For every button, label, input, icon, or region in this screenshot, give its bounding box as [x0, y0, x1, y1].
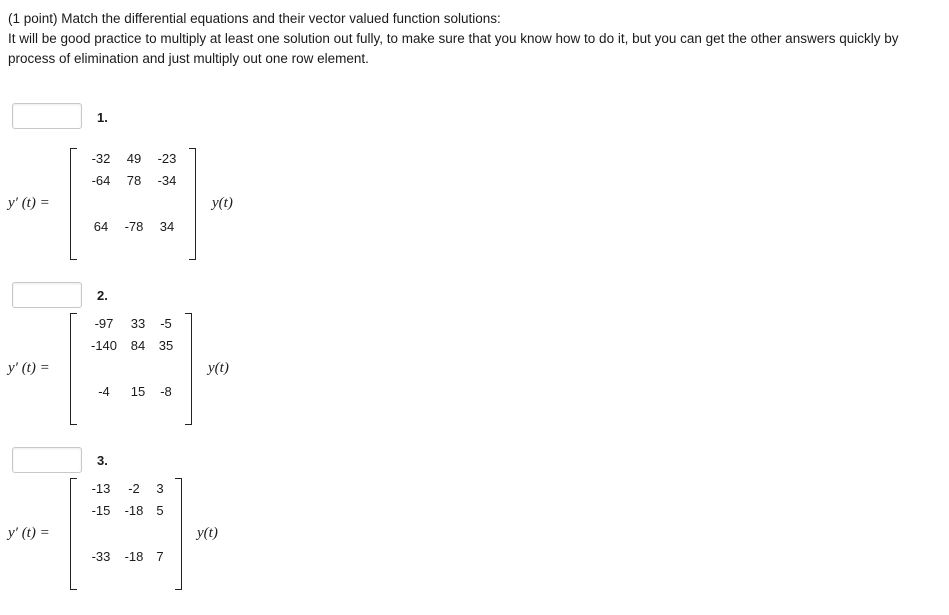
- matrix-2-cell: -5: [160, 316, 172, 331]
- intro-line-3: process of elimination and just multiply out one row element.: [8, 51, 369, 66]
- equation-rhs-3: [197, 525, 218, 542]
- matrix-3-cell: -15: [91, 503, 111, 518]
- matrix-3-cell: 7: [156, 549, 164, 564]
- equation-lhs-text: y′ (t) =: [8, 525, 50, 541]
- equation-rhs-2: [208, 360, 229, 377]
- matrix-1-cell: 78: [126, 173, 142, 188]
- equation-lhs-2: [8, 360, 50, 377]
- problem-number-1: 1.: [97, 110, 108, 125]
- matrix-1-cell: -34: [157, 173, 177, 188]
- matrix-2-cell: 84: [130, 338, 146, 353]
- problem-number-2: 2.: [97, 288, 108, 303]
- problem-number-3: 3.: [97, 453, 108, 468]
- matrix-2-cell: 15: [130, 384, 146, 399]
- matrix-3-cell: -2: [128, 481, 140, 496]
- equation-rhs-text: y(t): [208, 360, 229, 376]
- matrix-right-bracket-2: [185, 313, 192, 425]
- matrix-3-cell: 5: [156, 503, 164, 518]
- equation-lhs-1: [8, 195, 50, 212]
- matrix-left-bracket-2: [70, 313, 77, 425]
- answer-input-2[interactable]: [12, 282, 82, 308]
- matrix-2-cell: -8: [160, 384, 172, 399]
- matrix-3-cell: -18: [124, 503, 144, 518]
- answer-input-1[interactable]: [12, 103, 82, 129]
- matrix-right-bracket-1: [189, 148, 196, 260]
- matrix-1-cell: -64: [91, 173, 111, 188]
- answer-input-3[interactable]: [12, 447, 82, 473]
- matrix-1-cell: 34: [159, 219, 175, 234]
- intro-line-2: It will be good practice to multiply at least one solution out fully, to make sure that you know how to do it, but you can get the other answers quickly by: [8, 31, 899, 46]
- matrix-left-bracket-1: [70, 148, 77, 260]
- intro-line-1: (1 point) Match the differential equations and their vector valued function solutions:: [8, 11, 501, 26]
- equation-lhs-text: y′ (t) =: [8, 195, 50, 211]
- matrix-1-cell: -23: [157, 151, 177, 166]
- matrix-2-cell: -97: [94, 316, 114, 331]
- equation-rhs-text: y(t): [212, 195, 233, 211]
- matrix-3-cell: -18: [124, 549, 144, 564]
- matrix-3-cell: -33: [91, 549, 111, 564]
- matrix-1-cell: -78: [124, 219, 144, 234]
- matrix-2-cell: -4: [98, 384, 110, 399]
- equation-lhs-text: y′ (t) =: [8, 360, 50, 376]
- problem-statement: [8, 9, 949, 69]
- equation-lhs-3: [8, 525, 50, 542]
- matrix-1-cell: 64: [93, 219, 109, 234]
- equation-rhs-1: [212, 195, 233, 212]
- matrix-left-bracket-3: [70, 478, 77, 590]
- matrix-3-cell: 3: [156, 481, 164, 496]
- matrix-2-cell: -140: [90, 338, 118, 353]
- matrix-2-cell: 35: [158, 338, 174, 353]
- matrix-2-cell: 33: [130, 316, 146, 331]
- equation-rhs-text: y(t): [197, 525, 218, 541]
- matrix-3-cell: -13: [91, 481, 111, 496]
- matrix-1-cell: -32: [91, 151, 111, 166]
- matrix-1-cell: 49: [126, 151, 142, 166]
